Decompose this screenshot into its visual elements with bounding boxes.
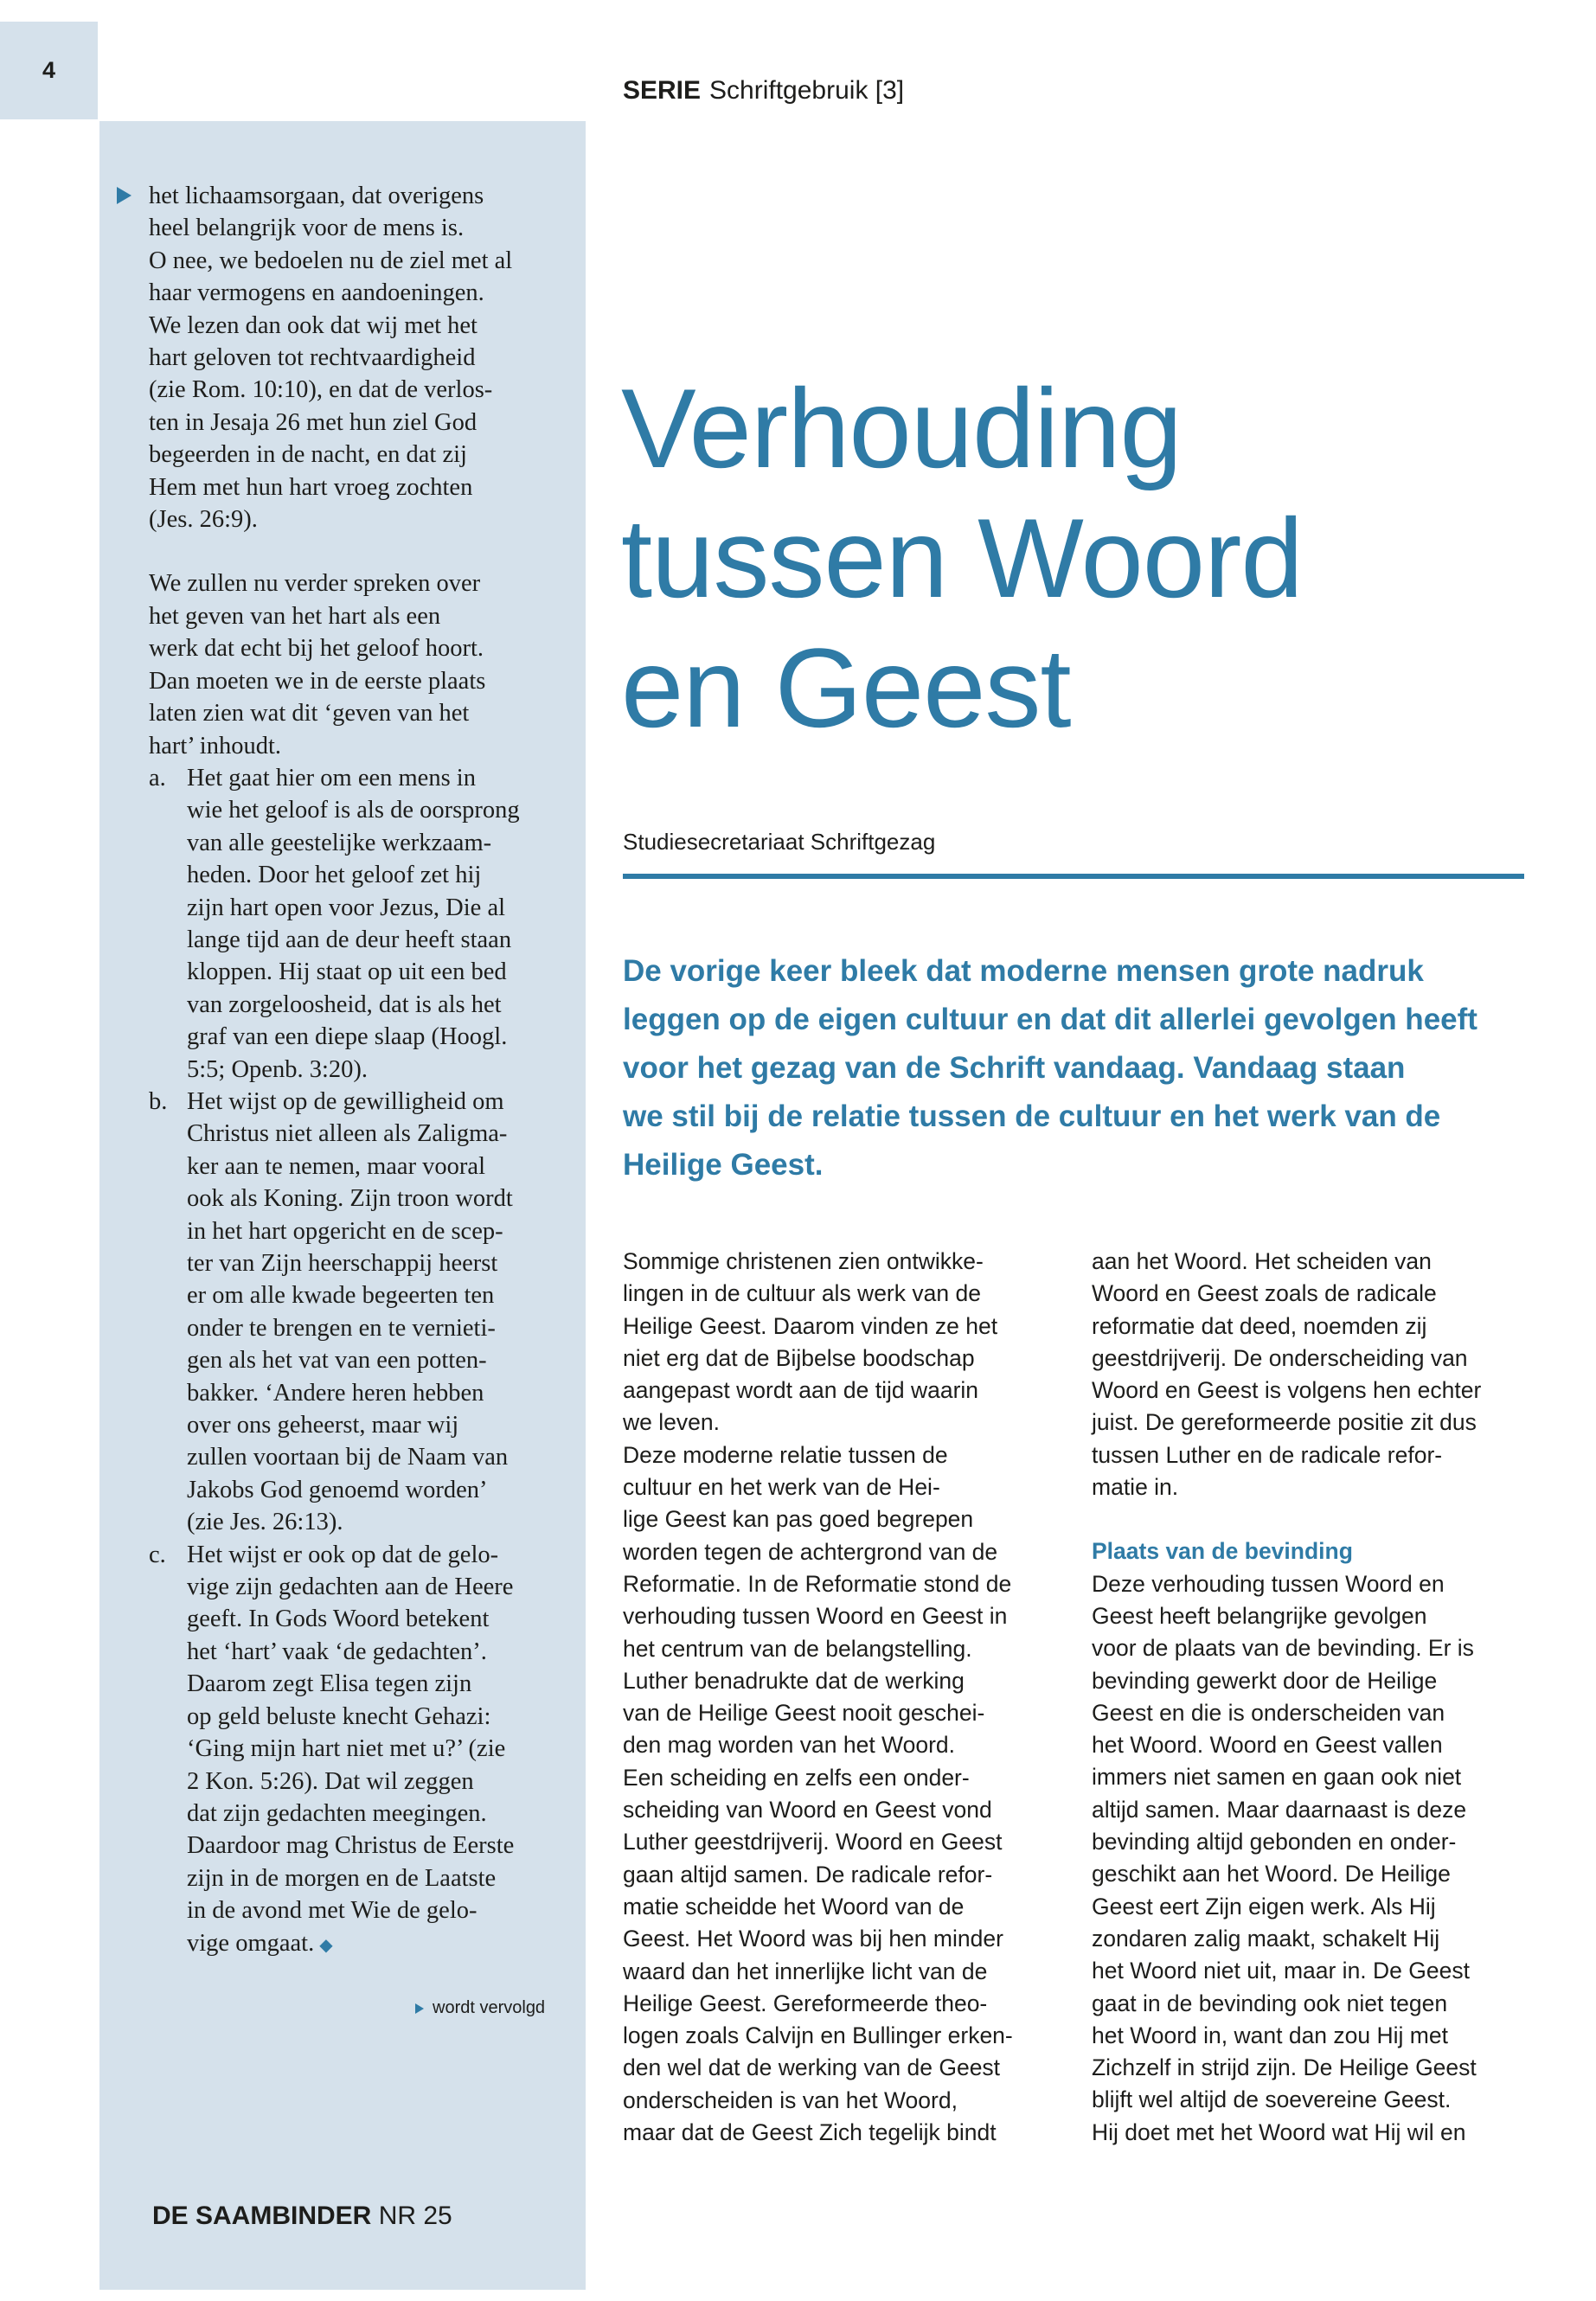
sidebar-paragraph-2: We zullen nu verder spreken over het geven van het hart als een werk dat echt bij het geloof hoort. Dan moeten we in de eerste plaats laten zien wat dit ‘geven van het hart’ inhoudt. [149, 570, 486, 760]
article-title: Verhouding tussen Woord en Geest [621, 365, 1303, 751]
article-lead: De vorige keer bleek dat moderne mensen grote nadruk leggen op de eigen cultuur en dat dit allerlei gevolgen heeft voor het gezag van de Schrift vandaag. Vandaag staan we stil bij de relatie tussen de cultuur en het werk van de Heilige Geest. [623, 954, 1477, 1182]
body-paragraph: Deze verhouding tussen Woord en Geest heeft belangrijke gevolgen voor de plaats van de bevinding. Er is bevinding gewerkt door de Heilige Geest en die is onderscheiden van het Woord. Woord en Geest vallen immers niet samen en gaan ook niet altijd samen. Maar daarnaast is deze bevinding altijd gebonden en onder- geschikt aan het Woord. De Heilige Geest eert Zijn eigen werk. Als Hij zondaren zalig maakt, schakelt Hij het Woord niet uit, maar in. De Geest gaat in de bevinding ook niet tegen het Woord in, want dan zou Hij met Zichzelf in strijd zijn. De Heilige Geest blijft wel altijd de soevereine Geest. Hij doet met het Woord wat Hij wil en [1092, 1570, 1477, 2145]
body-column-2 [1092, 1246, 1524, 2149]
list-marker: c. [149, 1541, 166, 1568]
series-title: Schriftgebruik [3] [709, 76, 905, 105]
continued-note [415, 1998, 545, 2018]
end-mark-icon: ◆ [319, 1935, 333, 1955]
list-item: c. Het wijst er ook op dat de gelo- vige zijn gedachten aan de Heere geeft. In Gods Woord betekent het ‘hart’ vaak ‘de gedachten’. Daarom zegt Elisa tegen zijn op geld beluste knecht Gehazi: ‘Ging mijn hart niet met u?’ (zie 2 Kon. 5:26). Dat wil zeggen dat zijn gedachten meegingen. Daardoor mag Christus de Eerste zijn in de morgen en de Laatste in de avond met Wie de gelo- vige omgaat. ◆ [149, 1539, 577, 1962]
magazine-name: DE SAAMBINDER [152, 2202, 372, 2230]
body-paragraph: aan het Woord. Het scheiden van Woord en Geest zoals de radicale reformatie dat deed, noemden zij geestdrijverij. De onderscheiding van Woord en Geest is volgens hen echter juist. De gereformeerde positie zit dus tussen Luther en de radicale refor- matie in. [1092, 1248, 1482, 1501]
magazine-footer [152, 2202, 452, 2231]
sidebar-list [149, 762, 577, 1962]
list-item: a. Het gaat hier om een mens in wie het geloof is als de oorsprong van alle geestelijke werkzaam- heden. Door het geloof zet hij zijn hart open voor Jezus, Die al lange tijd aan de deur heeft staan kloppen. Hij staat op uit een bed van zorgeloosheid, dat is als het graf van een diepe slaap (Hoogl. 5:5; Openb. 3:20). [149, 762, 577, 1086]
body-paragraph: Deze moderne relatie tussen de cultuur en het werk van de Hei- lige Geest kan pas goed begrepen worden tegen de achtergrond van de Reformatie. In de Reformatie stond de verhouding tussen Woord en Geest in het centrum van de belangstelling. Luther benadrukte dat de werking van de Heilige Geest nooit geschei- den mag worden van het Woord. Een scheiding en zelfs een onder- scheiding van Woord en Geest vond Luther geestdrijverij. Woord en Geest gaan altijd samen. De radicale refor- matie scheidde het Woord van de Geest. Het Woord was bij hen minder waard dan het innerlijke licht van de Heilige Geest. Gereformeerde theo- logen zoals Calvijn en Bullinger erken- den wel dat de werking van de Geest onderscheiden is van het Woord, maar dat de Geest Zich tegelijk bindt [623, 1441, 1013, 2146]
article-author: Studiesecretariaat Schriftgezag [623, 829, 936, 855]
series-label: SERIE [623, 76, 702, 105]
list-marker: a. [149, 764, 166, 792]
page-number: 4 [0, 22, 98, 119]
triangle-right-icon [117, 187, 131, 204]
list-item: b. Het wijst op de gewilligheid om Christus niet alleen als Zaligma- ker aan te nemen, maar vooral ook als Koning. Zijn troon wordt in het hart opgericht en de scep- ter van Zijn heerschappij heerst er om alle kwade begeerten ten onder te brengen en te vernieti- gen als het vat van een potten- bakker. ‘Andere heren hebben over ons geheerst, maar wij zullen voortaan bij de Naam van Jakobs God genoemd worden’ (zie Jes. 26:13). [149, 1086, 577, 1539]
triangle-right-icon [415, 2003, 424, 2014]
continued-label: wordt vervolgd [433, 1998, 546, 2017]
list-marker: b. [149, 1087, 168, 1115]
body-column-1 [623, 1246, 1055, 2149]
issue-number: NR 25 [378, 2202, 452, 2230]
divider [623, 874, 1524, 879]
series-header [623, 76, 904, 106]
sidebar-text [149, 180, 577, 1962]
body-paragraph: Sommige christenen zien ontwikke- lingen in de cultuur als werk van de Heilige Geest. Daarom vinden ze het niet erg dat de Bijbelse boodschap aangepast wordt aan de tijd waarin we leven. [623, 1248, 998, 1436]
sidebar-paragraph-1: het lichaamsorgaan, dat overigens heel belangrijk voor de mens is. O nee, we bedoelen nu de ziel met al haar vermogens en aandoeningen. We lezen dan ook dat wij met het hart geloven tot rechtvaardigheid (zie Rom. 10:10), en dat de verlos- ten in Jesaja 26 met hun ziel God begeerden in de nacht, en dat zij Hem met hun hart vroeg zochten (Jes. 26:9). [149, 183, 513, 534]
section-subheading: Plaats van de bevinding [1092, 1538, 1353, 1565]
